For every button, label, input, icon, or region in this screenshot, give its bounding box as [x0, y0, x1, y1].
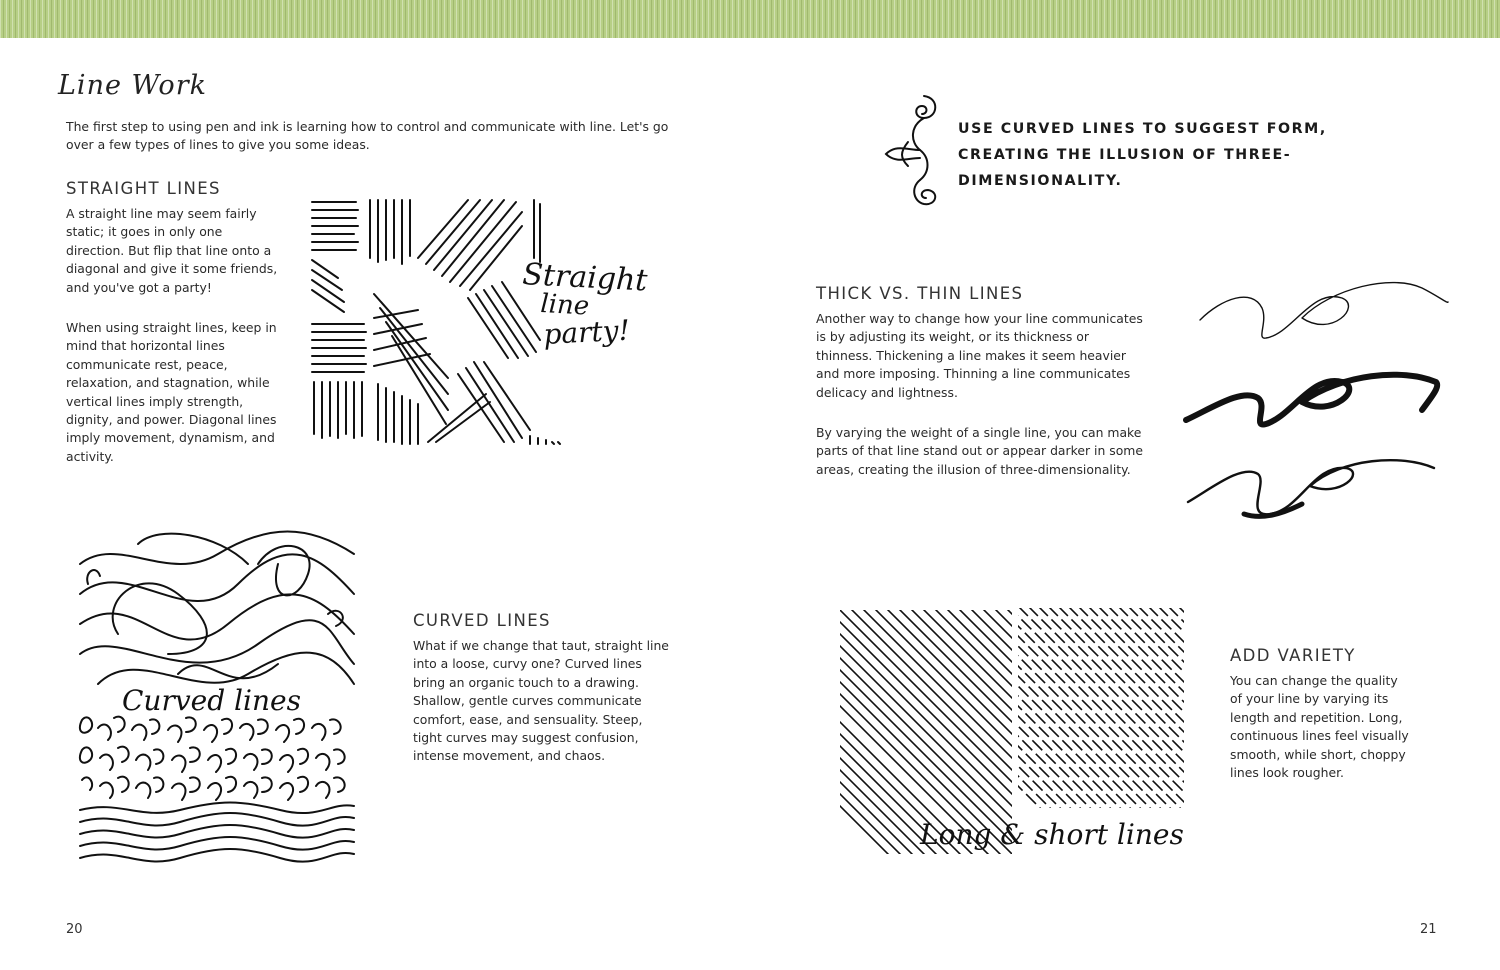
curved-lines-heading: CURVED LINES — [413, 611, 551, 630]
header-band — [0, 0, 1500, 38]
varied-wave — [1188, 460, 1434, 514]
horizontal-strokes-top — [312, 202, 358, 250]
long-short-caption: Long & short lines — [920, 818, 1184, 851]
vertical-strokes-top — [370, 200, 410, 264]
page-title: Line Work — [58, 70, 207, 101]
vertical-strokes-bottom — [314, 382, 362, 438]
thick-thin-paragraph-1: Another way to change how your line communicates is by adjusting its weight, or its thickness or thinness. Thickening a line makes it seem heavier and more imposing. Thinning a line communicates delicacy and lightness. — [816, 311, 1143, 400]
straight-caption-1: Straight — [521, 257, 649, 299]
curved-lines-paragraph: What if we change that taut, straight line into a loose, curvy one? Curved lines bring an organic touch to a drawing. Shallow, gentle curves communicate comfort, ease, and sensuality. Steep, tight curves may suggest confusion, intense movement, and chaos. — [413, 638, 669, 764]
horizontal-strokes-left — [312, 324, 366, 372]
diagonal-strokes-left — [312, 260, 344, 312]
add-variety-heading: ADD VARIETY — [1230, 646, 1356, 665]
callout-text: USE CURVED LINES TO SUGGEST FORM, CREATING THE ILLUSION OF THREE-DIMENSIONALITY. — [958, 121, 1327, 189]
curved-lines-illustration — [78, 524, 358, 866]
thick-thin-paragraph-2: By varying the weight of a single line, you can make parts of that line stand out or appear darker in some areas, creating the illusion of three-dimensionality. — [816, 425, 1143, 477]
line-weight-illustration — [1182, 278, 1452, 528]
loose-curve-strokes — [80, 532, 354, 685]
intro-paragraph: The first step to using pen and ink is learning how to control and communicate with line. Let's go over a few types of lines to give you some ideas. — [66, 119, 669, 153]
curved-caption: Curved lines — [122, 684, 301, 717]
thin-wave — [1200, 283, 1448, 339]
straight-lines-paragraph-1: A straight line may seem fairly static; it goes in only one direction. But flip that line onto a diagonal and give it some friends, and you've got a party! — [66, 206, 278, 295]
thick-thin-heading: THICK VS. THIN LINES — [816, 284, 1024, 303]
straight-lines-paragraph-2: When using straight lines, keep in mind that horizontal lines communicate rest, peace, relaxation, and stagnation, while vertical lines imply strength, dignity, and power. Diagonal lines imply movement, dynamism, and activity. — [66, 320, 277, 464]
long-short-lines-illustration — [840, 606, 1190, 858]
long-line-panel — [640, 606, 1304, 906]
add-variety-paragraph: You can change the quality of your line by varying its length and repetition. Long, continuous lines feel visually smooth, while short, choppy lines look rougher. — [1230, 673, 1409, 781]
lower-strokes — [378, 362, 560, 444]
page-number-left: 20 — [66, 922, 83, 937]
thick-wave — [1186, 375, 1437, 425]
tight-curl-strokes — [80, 717, 345, 800]
straight-lines-illustration — [308, 198, 668, 450]
wave-strokes — [80, 803, 354, 862]
straight-lines-heading: STRAIGHT LINES — [66, 179, 221, 198]
page-number-right: 21 — [1420, 922, 1437, 937]
diagonal-strokes-center — [374, 282, 540, 424]
straight-caption-2: line — [539, 289, 590, 322]
straight-caption-3: party! — [542, 313, 631, 351]
ornament-flourish-icon — [880, 92, 944, 216]
